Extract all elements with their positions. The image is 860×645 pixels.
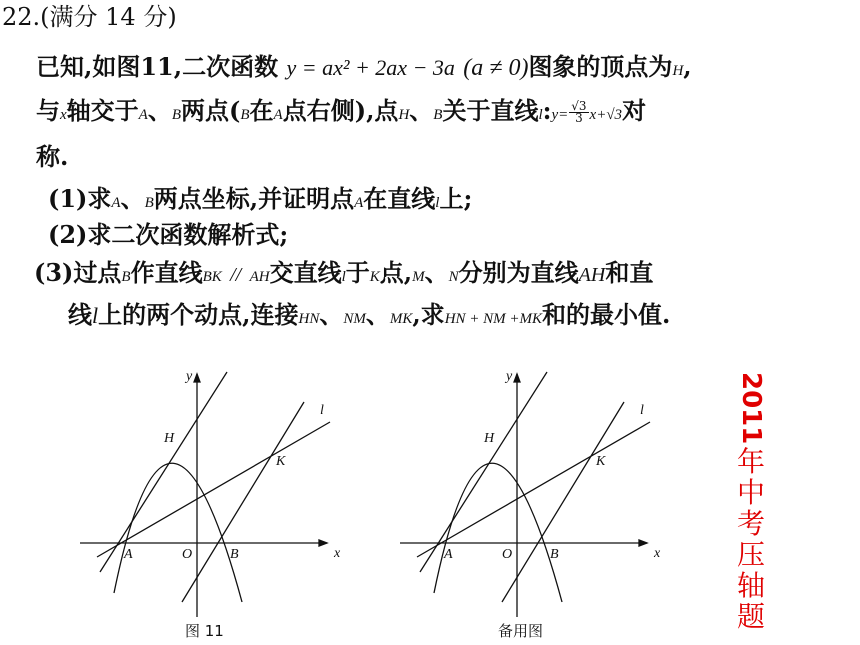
figure-ref: 11 [140, 52, 174, 81]
label-y: y [186, 369, 193, 384]
side-title-char: 压 [736, 538, 765, 572]
q-text: 、 [120, 184, 145, 213]
side-title-char: 考 [736, 507, 765, 541]
q-text: ,求 [412, 300, 445, 329]
stem-text: 对 [622, 96, 647, 125]
side-title [733, 372, 769, 632]
q-text: 、 [319, 300, 344, 329]
stem-text: 已知,如图 [36, 52, 141, 81]
q-text: 两点坐标,并证明点 [153, 184, 355, 213]
q-text: 作直线 [130, 258, 203, 287]
point-B: B [171, 107, 182, 123]
segment-HN: HN [298, 311, 320, 327]
point-B: B [121, 269, 131, 285]
figure-11-caption: 图 11 [185, 622, 224, 640]
label-H: H [484, 431, 495, 446]
y-axis-arrow [514, 374, 520, 382]
segment-AH: AH [249, 269, 270, 285]
q-text: 、 [424, 258, 449, 287]
question-2: (2)求二次函数解析式; [48, 220, 289, 249]
q-text: 交直线 [269, 258, 342, 287]
q-text: 于 [345, 258, 370, 287]
stem-text: 与 [36, 96, 60, 125]
quadratic-function: y = ax² + 2ax − 3a [286, 55, 455, 80]
stem-text: 在 [249, 96, 274, 125]
side-title-year: 2011 [736, 372, 766, 445]
q-text: (3)过点 [34, 258, 122, 287]
stem-line-1 [36, 52, 692, 86]
side-title-char: 中 [736, 476, 765, 510]
point-H: H [672, 63, 684, 79]
stem-text: 两点( [181, 96, 241, 125]
stem-line-3: 称. [36, 142, 69, 171]
stem-line-2 [36, 96, 646, 130]
stem-text: 、 [409, 96, 434, 125]
line-l: l [538, 107, 543, 123]
q-text: (1)求 [48, 184, 112, 213]
point-B: B [433, 107, 443, 123]
point-B: B [144, 195, 154, 211]
stem-text: ,二次函数 [173, 52, 279, 81]
line-AH: AH [578, 264, 606, 286]
q-text: 上的两个动点,连接 [98, 300, 299, 329]
fraction [569, 101, 588, 124]
figure-11 [72, 362, 362, 637]
label-l: l [320, 403, 324, 418]
stem-text: 关于直线 [442, 96, 539, 125]
backup-figure [392, 362, 682, 637]
question-3-line-1 [34, 258, 653, 292]
line-equation: y= [551, 107, 569, 123]
x-axis-arrow [639, 540, 647, 546]
stem-text: , [683, 52, 692, 81]
y-axis-arrow [194, 374, 200, 382]
fraction-numerator: √3 [571, 99, 587, 113]
label-A: A [444, 547, 453, 562]
line-l: l [435, 195, 440, 211]
line-AH [100, 372, 227, 572]
point-K: K [369, 269, 380, 285]
side-title-char: 年 [736, 445, 765, 479]
label-H: H [164, 431, 175, 446]
question-1 [48, 184, 472, 218]
backup-figure-caption: 备用图 [498, 622, 544, 640]
stem-text: 点右侧),点 [282, 96, 399, 125]
line-l [417, 422, 650, 557]
q-text: 分别为直线 [458, 258, 579, 287]
x-axis-arrow [319, 540, 327, 546]
q-text: 和的最小值. [542, 300, 671, 329]
label-K: K [596, 454, 606, 469]
line-BK [182, 402, 304, 602]
label-A: A [124, 547, 133, 562]
side-title-char: 轴 [736, 569, 765, 603]
stem-text: : [542, 96, 552, 125]
q-text: 、 [365, 300, 390, 329]
parallel-symbol: // [230, 264, 242, 286]
label-B: B [230, 547, 239, 562]
segment-MK: MK [389, 311, 413, 327]
line-equation-rest: x+√3 [589, 107, 623, 123]
point-B: B [240, 107, 250, 123]
point-M: M [412, 269, 425, 285]
q-text: 线 [68, 300, 92, 329]
point-A: A [138, 107, 148, 123]
label-K: K [276, 454, 286, 469]
stem-text: 图象的顶点为 [528, 52, 673, 81]
side-title-char: 题 [736, 600, 765, 634]
condition: (a ≠ 0) [463, 55, 529, 81]
q-text: 和直 [605, 258, 654, 287]
point-N: N [448, 269, 459, 285]
line-l [97, 422, 330, 557]
point-A: A [354, 195, 364, 211]
q-text: 点, [379, 258, 413, 287]
label-y: y [506, 369, 513, 384]
point-H: H [398, 107, 410, 123]
label-B: B [550, 547, 559, 562]
line-l: l [341, 269, 346, 285]
line-AH [420, 372, 547, 572]
point-A: A [111, 195, 121, 211]
segment-NM: NM [343, 311, 366, 327]
label-O: O [182, 547, 193, 562]
label-x: x [654, 546, 661, 561]
q-text: 在直线 [363, 184, 436, 213]
stem-text: 轴交于 [66, 96, 139, 125]
fraction-denominator: 3 [575, 111, 583, 125]
label-x: x [334, 546, 341, 561]
stem-text: 、 [147, 96, 172, 125]
point-A: A [273, 107, 283, 123]
line-l: l [92, 303, 99, 328]
segment-BK: BK [202, 269, 222, 285]
var-x: x [60, 107, 67, 123]
label-O: O [502, 547, 513, 562]
sum-expression: HN + NM +MK [444, 311, 543, 327]
label-l: l [640, 403, 644, 418]
line-BK [502, 402, 624, 602]
question-3-line-2 [68, 300, 670, 334]
q-text: 上; [439, 184, 473, 213]
problem-heading: 22.(满分 14 分) [2, 3, 177, 31]
